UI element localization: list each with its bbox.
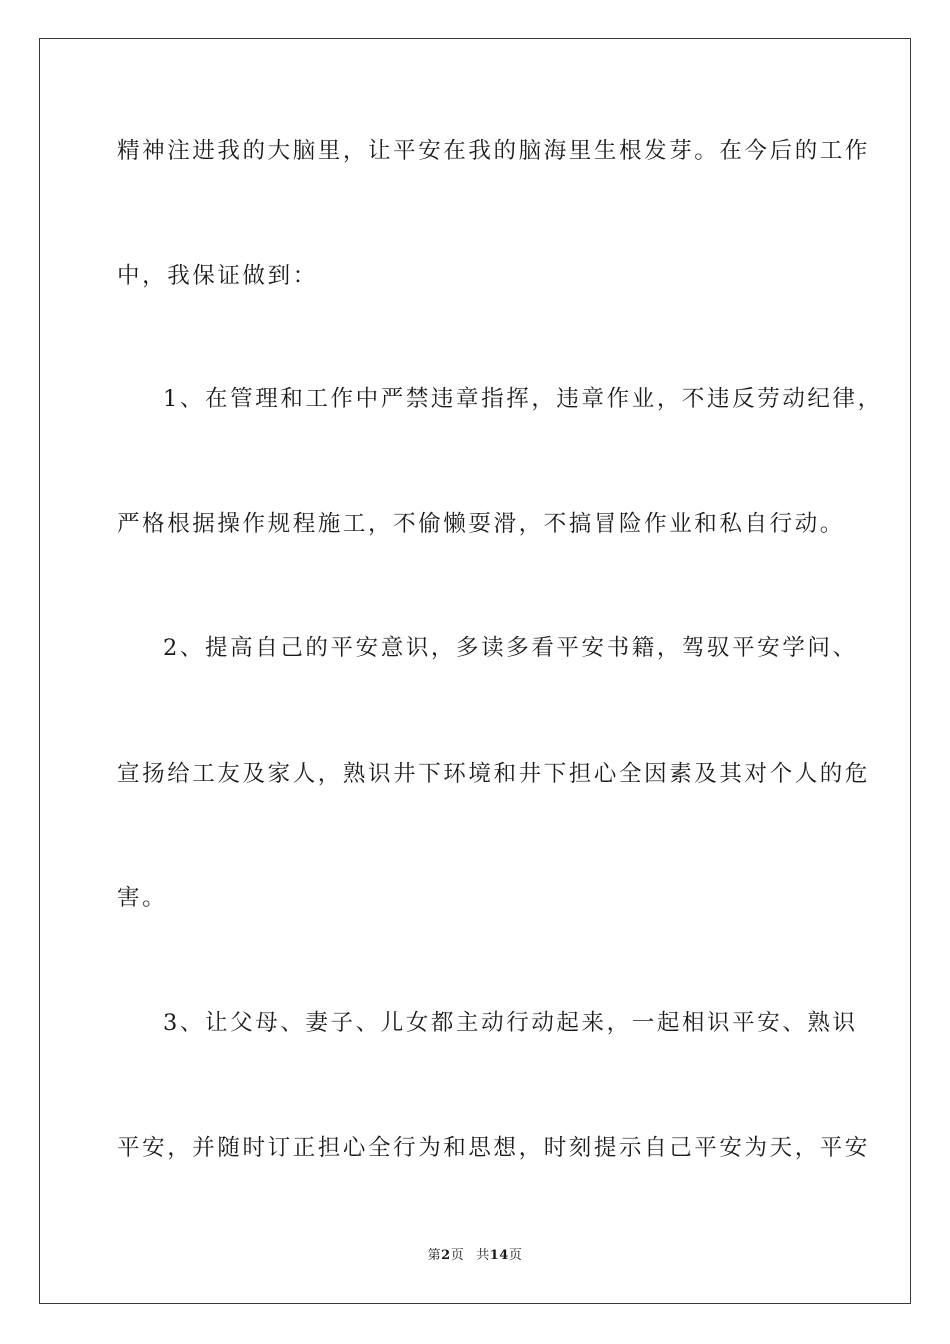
text-line-2: 中，我保证做到：	[117, 263, 318, 289]
page-border	[39, 38, 911, 1304]
total-prefix: 共	[476, 1248, 490, 1263]
page-suffix: 页	[450, 1248, 465, 1263]
text-line-6: 宣扬给工友及家人，熟识井下环境和井下担心全因素及其对个人的危	[117, 761, 871, 787]
page-prefix: 第	[427, 1248, 442, 1263]
text-line-1: 精神注进我的大脑里，让平安在我的脑海里生根发芽。在今后的工作	[117, 138, 871, 164]
page-number: 2	[441, 1248, 451, 1263]
text-line-3: 1、在管理和工作中严禁违章指挥，违章作业，不违反劳动纪律，	[163, 386, 883, 412]
text-line-4: 严格根据操作规程施工，不偷懒耍滑，不搞冒险作业和私自行动。	[117, 511, 845, 537]
total-suffix: 页	[508, 1248, 523, 1263]
page-footer	[0, 1247, 950, 1265]
text-line-5: 2、提高自己的平安意识，多读多看平安书籍，驾驭平安学问、	[163, 635, 858, 661]
text-line-9: 平安，并随时订正担心全行为和思想，时刻提示自己平安为天，平安	[117, 1135, 871, 1161]
total-pages: 14	[489, 1248, 509, 1263]
text-line-8: 3、让父母、妻子、儿女都主动行动起来，一起相识平安、熟识	[163, 1010, 858, 1036]
text-line-7: 害。	[117, 885, 168, 911]
